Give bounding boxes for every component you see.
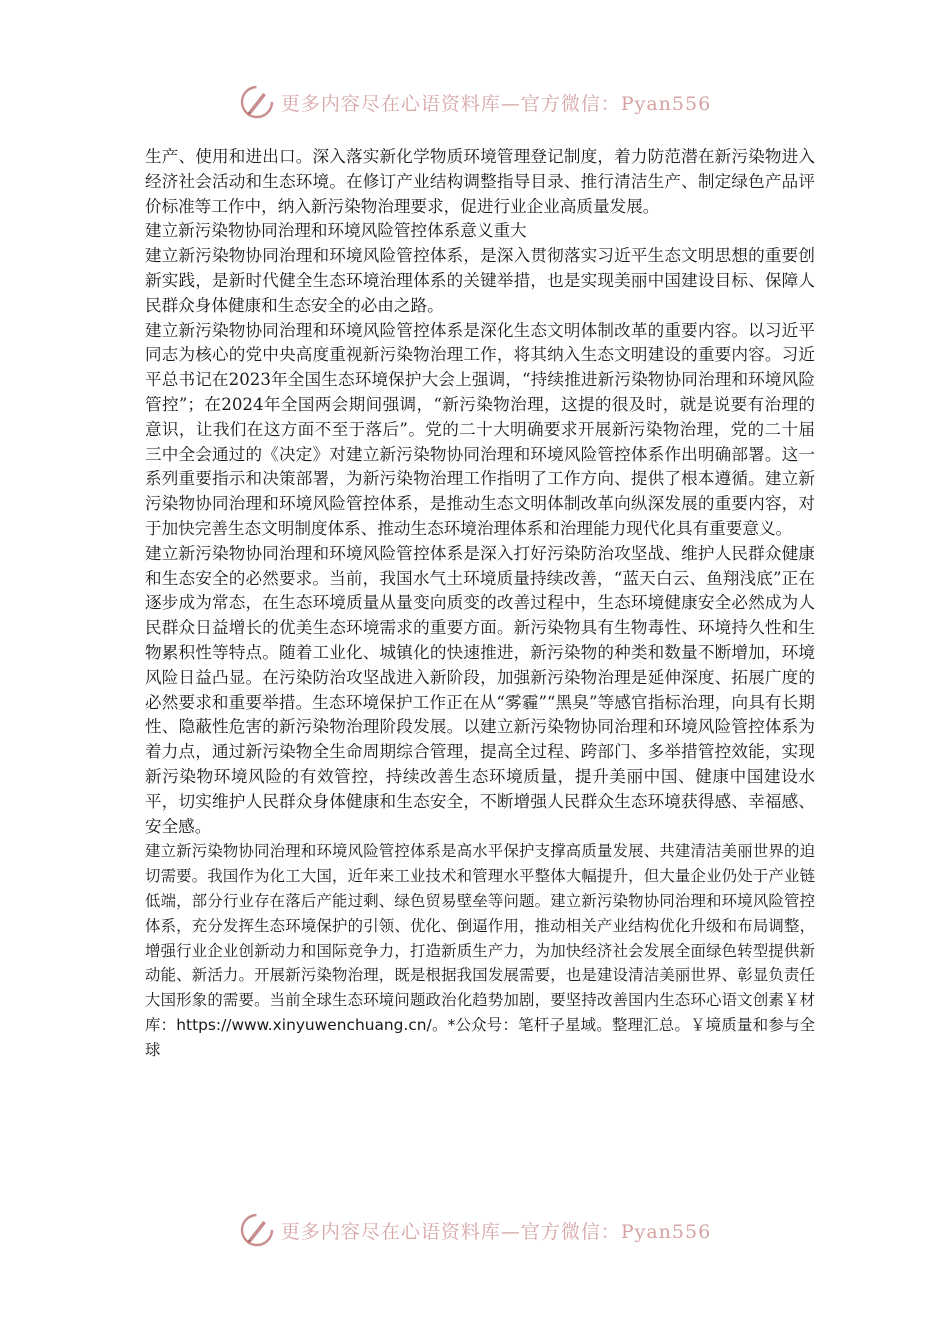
brush-pen-logo-icon: [239, 84, 275, 120]
paragraph: 生产、使用和进出口。深入落实新化学物质环境管理登记制度，着力防范潜在新污染物进入经济社会活动和生态环境。在修订产业结构调整指导目录、推行清洁生产、制定绿色产品评价标准等工作中，纳入新污染物治理要求，促进行业企业高质量发展。: [145, 147, 815, 216]
paragraph: 建立新污染物协同治理和环境风险管控体系是深入打好污染防治攻坚战、维护人民群众健康和生态安全的必然要求。当前，我国水气土环境质量持续改善，“蓝天白云、鱼翔浅底”正在逐步成为常态，在生态环境质量从量变向质变的改善过程中，生态环境健康安全必然成为人民群众日益增长的优美生态环境需求的重要方面。新污染物具有生物毒性、环境持久性和生物累积性等特点。随着工业化、城镇化的快速推进，新污染物的种类和数量不断增加，环境风险日益凸显。在污染防治攻坚战进入新阶段，加强新污染物治理是延伸深度、拓展广度的必然要求和重要举措。生态环境保护工作正在从“雾霾”“黑臭”等感官指标治理，向具有长期性、隐蔽性危害的新污染物治理阶段发展。以建立新污染物协同治理和环境风险管控体系为着力点，通过新污染物全生命周期综合管理，提高全过程、跨部门、多举措管控效能，实现新污染物环境风险的有效管控，持续改善生态环境质量，提升美丽中国、健康中国建设水平，切实维护人民群众身体健康和生态安全，不断增强人民群众生态环境获得感、幸福感、安全感。: [145, 543, 815, 836]
section-heading: 建立新污染物协同治理和环境风险管控体系意义重大: [145, 221, 527, 241]
header-watermark-banner: [0, 82, 950, 122]
footer-watermark-banner: [0, 1210, 950, 1250]
brush-pen-logo-icon: [239, 1212, 275, 1248]
paragraph: 建立新污染物协同治理和环境风险管控体系是深化生态文明体制改革的重要内容。以习近平同志为核心的党中央高度重视新污染物治理工作，将其纳入生态文明建设的重要内容。习近平总书记在2023年全国生态环境保护大会上强调，“持续推进新污染物协同治理和环境风险管控”；在2024年全国两会期间强调，“新污染物治理，这提的很及时，就是说要有治理的意识，让我们在这方面不至于落后”。党的二十大明确要求开展新污染物治理，党的二十届三中全会通过的《决定》对建立新污染物协同治理和环境风险管控体系作出明确部署。这一系列重要指示和决策部署，为新污染物治理工作指明了工作方向、提供了根本遵循。建立新污染物协同治理和环境风险管控体系，是推动生态文明体制改革向纵深发展的重要内容，对于加快完善生态文明制度体系、推动生态环境治理体系和治理能力现代化具有重要意义。: [145, 320, 815, 538]
watermark-text: 更多内容尽在心语资料库—官方微信：Pyan556: [280, 1220, 712, 1243]
paragraph: 建立新污染物协同治理和环境风险管控体系，是深入贯彻落实习近平生态文明思想的重要创新实践，是新时代健全生态环境治理体系的关键举措，也是实现美丽中国建设目标、保障人民群众身体健康和生态安全的必由之路。: [145, 246, 815, 315]
watermark-text: 更多内容尽在心语资料库—官方微信：Pyan556: [280, 92, 712, 115]
paragraph: 建立新污染物协同治理和环境风险管控体系是高水平保护支撑高质量发展、共建清洁美丽世界的迫切需要。我国作为化工大国，近年来工业技术和管理水平整体大幅提升，但大量企业仍处于产业链低端，部分行业存在落后产能过剩、绿色贸易壁垒等问题。建立新污染物协同治理和环境风险管控体系，充分发挥生态环境保护的引领、优化、倒逼作用，推动相关产业结构优化升级和布局调整，增强行业企业创新动力和国际竞争力，打造新质生产力，为加快经济社会发展全面绿色转型提供新动能、新活力。开展新污染物治理，既是根据我国发展需要，也是建设清洁美丽世界、彰显负责任大国形象的需要。当前全球生态环境问题政治化趋势加剧，要坚持改善国内生态环心语文创素￥材库：https://www.xinyuwenchuang.cn/。*公众号：笔杆子星域。整理汇总。￥境质量和参与全球: [145, 842, 815, 1059]
document-body: [145, 145, 815, 1062]
